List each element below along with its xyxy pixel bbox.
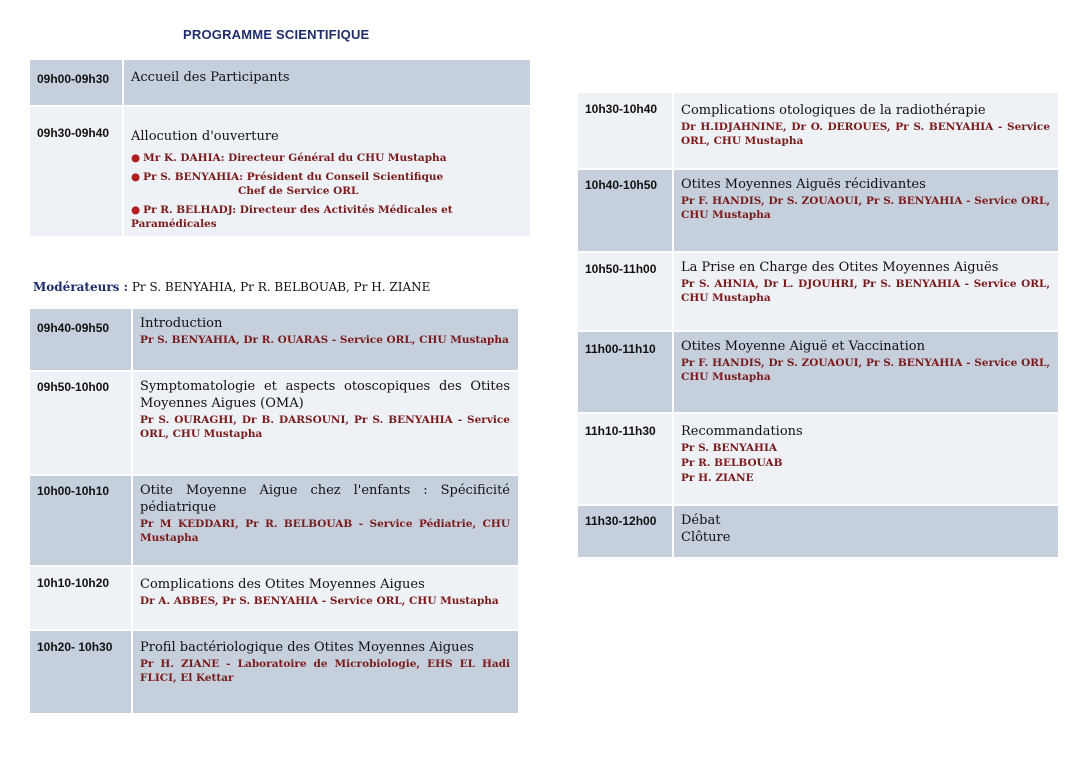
list-item: ● Pr R. BELHADJ: Directeur des Activités Médicales et Paramédicales [131,204,453,230]
session-title: Allocution d'ouverture [131,129,279,144]
session-title: Otites Moyennes Aiguës récidivantes [681,177,926,192]
session-speakers: Pr F. HANDIS, Dr S. ZOUAOUI, Pr S. BENYAHIA - Service ORL, CHU Mustapha [681,357,1050,383]
session-time: 11h10-11h30 [578,414,674,504]
session-speakers: Pr M KEDDARI, Pr R. BELBOUAB - Service Pédiatrie, CHU Mustapha [140,518,510,544]
session-speakers: Pr S. AHNIA, Dr L. DJOUHRI, Pr S. BENYAHIA - Service ORL, CHU Mustapha [681,278,1050,304]
welcome-list [131,151,522,231]
opening-table [30,60,530,238]
session-speakers: Pr H. ZIANE - Laboratoire de Microbiologie, EHS EL Hadi FLICI, El Kettar [140,658,510,684]
session-time: 11h30-12h00 [578,506,674,557]
session-speakers: Pr R. BELBOUAB [681,457,783,469]
table-row [30,372,518,476]
session-time: 09h40-09h50 [30,309,133,370]
session-title: Débat [681,513,721,528]
session-title: Complications des Otites Moyennes Aigues [140,577,425,592]
moderators-label: Modérateurs : [33,280,128,294]
session-time: 09h00-09h30 [30,60,124,105]
session-title: Otites Moyenne Aiguë et Vaccination [681,339,925,354]
session-time: 09h30-09h40 [30,107,124,236]
right-sessions-table [578,93,1058,559]
session-title: Otite Moyenne Aigue chez l'enfants : Spécificité pédiatrique [140,483,510,515]
session-time: 10h50-11h00 [578,253,674,330]
session-title: La Prise en Charge des Otites Moyennes Aiguës [681,260,999,275]
session-speakers: Pr S. BENYAHIA [681,442,778,454]
page-title: PROGRAMME SCIENTIFIQUE [183,27,370,42]
left-sessions-table [30,309,518,715]
session-time: 09h50-10h00 [30,372,133,474]
session-title: Recommandations [681,424,803,439]
session-speakers: Pr S. BENYAHIA, Dr R. OUARAS - Service ORL, CHU Mustapha [140,334,509,346]
table-row [578,332,1058,414]
session-speakers: Dr A. ABBES, Pr S. BENYAHIA - Service ORL, CHU Mustapha [140,595,499,607]
session-time: 10h30-10h40 [578,93,674,168]
session-time: 10h00-10h10 [30,476,133,565]
table-row [578,93,1058,170]
session-time: 11h00-11h10 [578,332,674,412]
table-row [578,506,1058,559]
session-speakers: Pr H. ZIANE [681,472,754,484]
table-row [30,631,518,715]
session-speakers: Dr H.IDJAHNINE, Dr O. DEROUES, Pr S. BENYAHIA - Service ORL, CHU Mustapha [681,121,1050,147]
session-speakers: Pr S. OURAGHI, Dr B. DARSOUNI, Pr S. BENYAHIA - Service ORL, CHU Mustapha [140,414,510,440]
session-title: Introduction [140,316,223,331]
list-item: ● Pr S. BENYAHIA: Président du Conseil Scientifique Chef de Service ORL [131,171,444,197]
list-item: ● Mr K. DAHIA: Directeur Général du CHU Mustapha [131,152,447,164]
session-title: Profil bactériologique des Otites Moyennes Aigues [140,640,474,655]
session-time: 10h40-10h50 [578,170,674,251]
session-title: Complications otologiques de la radiothérapie [681,103,986,118]
session-time: 10h10-10h20 [30,567,133,629]
table-row [578,170,1058,253]
table-row [30,60,530,107]
session-time: 10h20- 10h30 [30,631,133,713]
session-title: Accueil des Participants [131,70,290,85]
session-title: Symptomatologie et aspects otoscopiques des Otites Moyennes Aigues (OMA) [140,379,510,411]
table-row [30,309,518,372]
moderators-names: Pr S. BENYAHIA, Pr R. BELBOUAB, Pr H. ZIANE [131,280,431,294]
table-row [578,414,1058,506]
table-row [578,253,1058,332]
table-row [30,567,518,631]
session-title: Clôture [681,530,731,545]
moderators-line [33,280,430,294]
table-row [30,107,530,238]
session-speakers: Pr F. HANDIS, Dr S. ZOUAOUI, Pr S. BENYAHIA - Service ORL, CHU Mustapha [681,195,1050,221]
table-row [30,476,518,567]
